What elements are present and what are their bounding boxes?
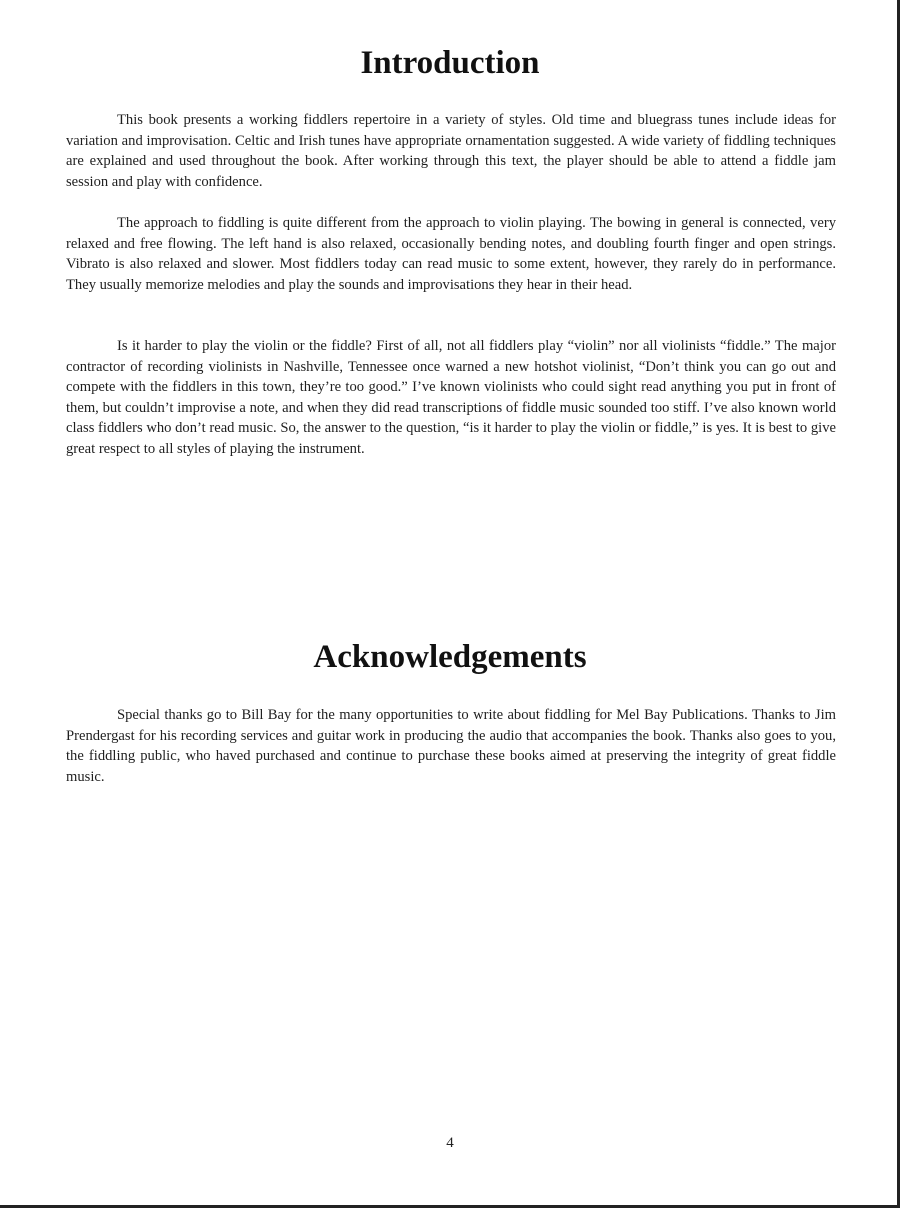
introduction-heading: Introduction	[360, 45, 540, 81]
introduction-paragraph-2: The approach to fiddling is quite different from the approach to violin playing. The bowing in general is connected, very relaxed and free flowing. The left hand is also relaxed, occasionally bending notes, and doubling fourth finger and open strings. Vibrato is also relaxed and slower. Most fiddlers today can read music to some extent, however, they rarely do in performance. They usually memorize melodies and play the sounds and improvisations they hear in their head.	[66, 215, 836, 293]
introduction-paragraph-1: This book presents a working fiddlers repertoire in a variety of styles. Old time and bluegrass tunes include ideas for variation and improvisation. Celtic and Irish tunes have appropriate ornamentation suggested. A wide variety of fiddling techniques are explained and used throughout the book. After working through this text, the player should be able to attend a fiddle jam session and play with confidence.	[66, 112, 836, 190]
acknowledgements-heading: Acknowledgements	[313, 639, 587, 675]
introduction-paragraph-3: Is it harder to play the violin or the fiddle? First of all, not all fiddlers play “violin” nor all violinists “fiddle.” The major contractor of recording violinists in Nashville, Tennessee once warned a new hotshot violinist, “Don’t think you can go out and compete with the fiddlers in this town, they’re too good.” I’ve known violinists who could sight read anything you put in front of them, but couldn’t improvise a note, and when they did read transcriptions of fiddle music sounded too stiff. I’ve also known world class fiddlers who don’t read music. So, the answer to the question, “is it harder to play the violin or fiddle,” is yes. It is best to give great respect to all styles of playing the instrument.	[66, 338, 836, 457]
page-number: 4	[446, 1135, 454, 1151]
acknowledgements-paragraph: Special thanks go to Bill Bay for the many opportunities to write about fiddling for Mel Bay Publications. Thanks to Jim Prendergast for his recording services and guitar work in producing the audio that accompanies the book. Thanks also goes to you, the fiddling public, who haved purchased and continue to purchase these books aimed at preserving the integrity of great fiddle music.	[66, 707, 836, 785]
